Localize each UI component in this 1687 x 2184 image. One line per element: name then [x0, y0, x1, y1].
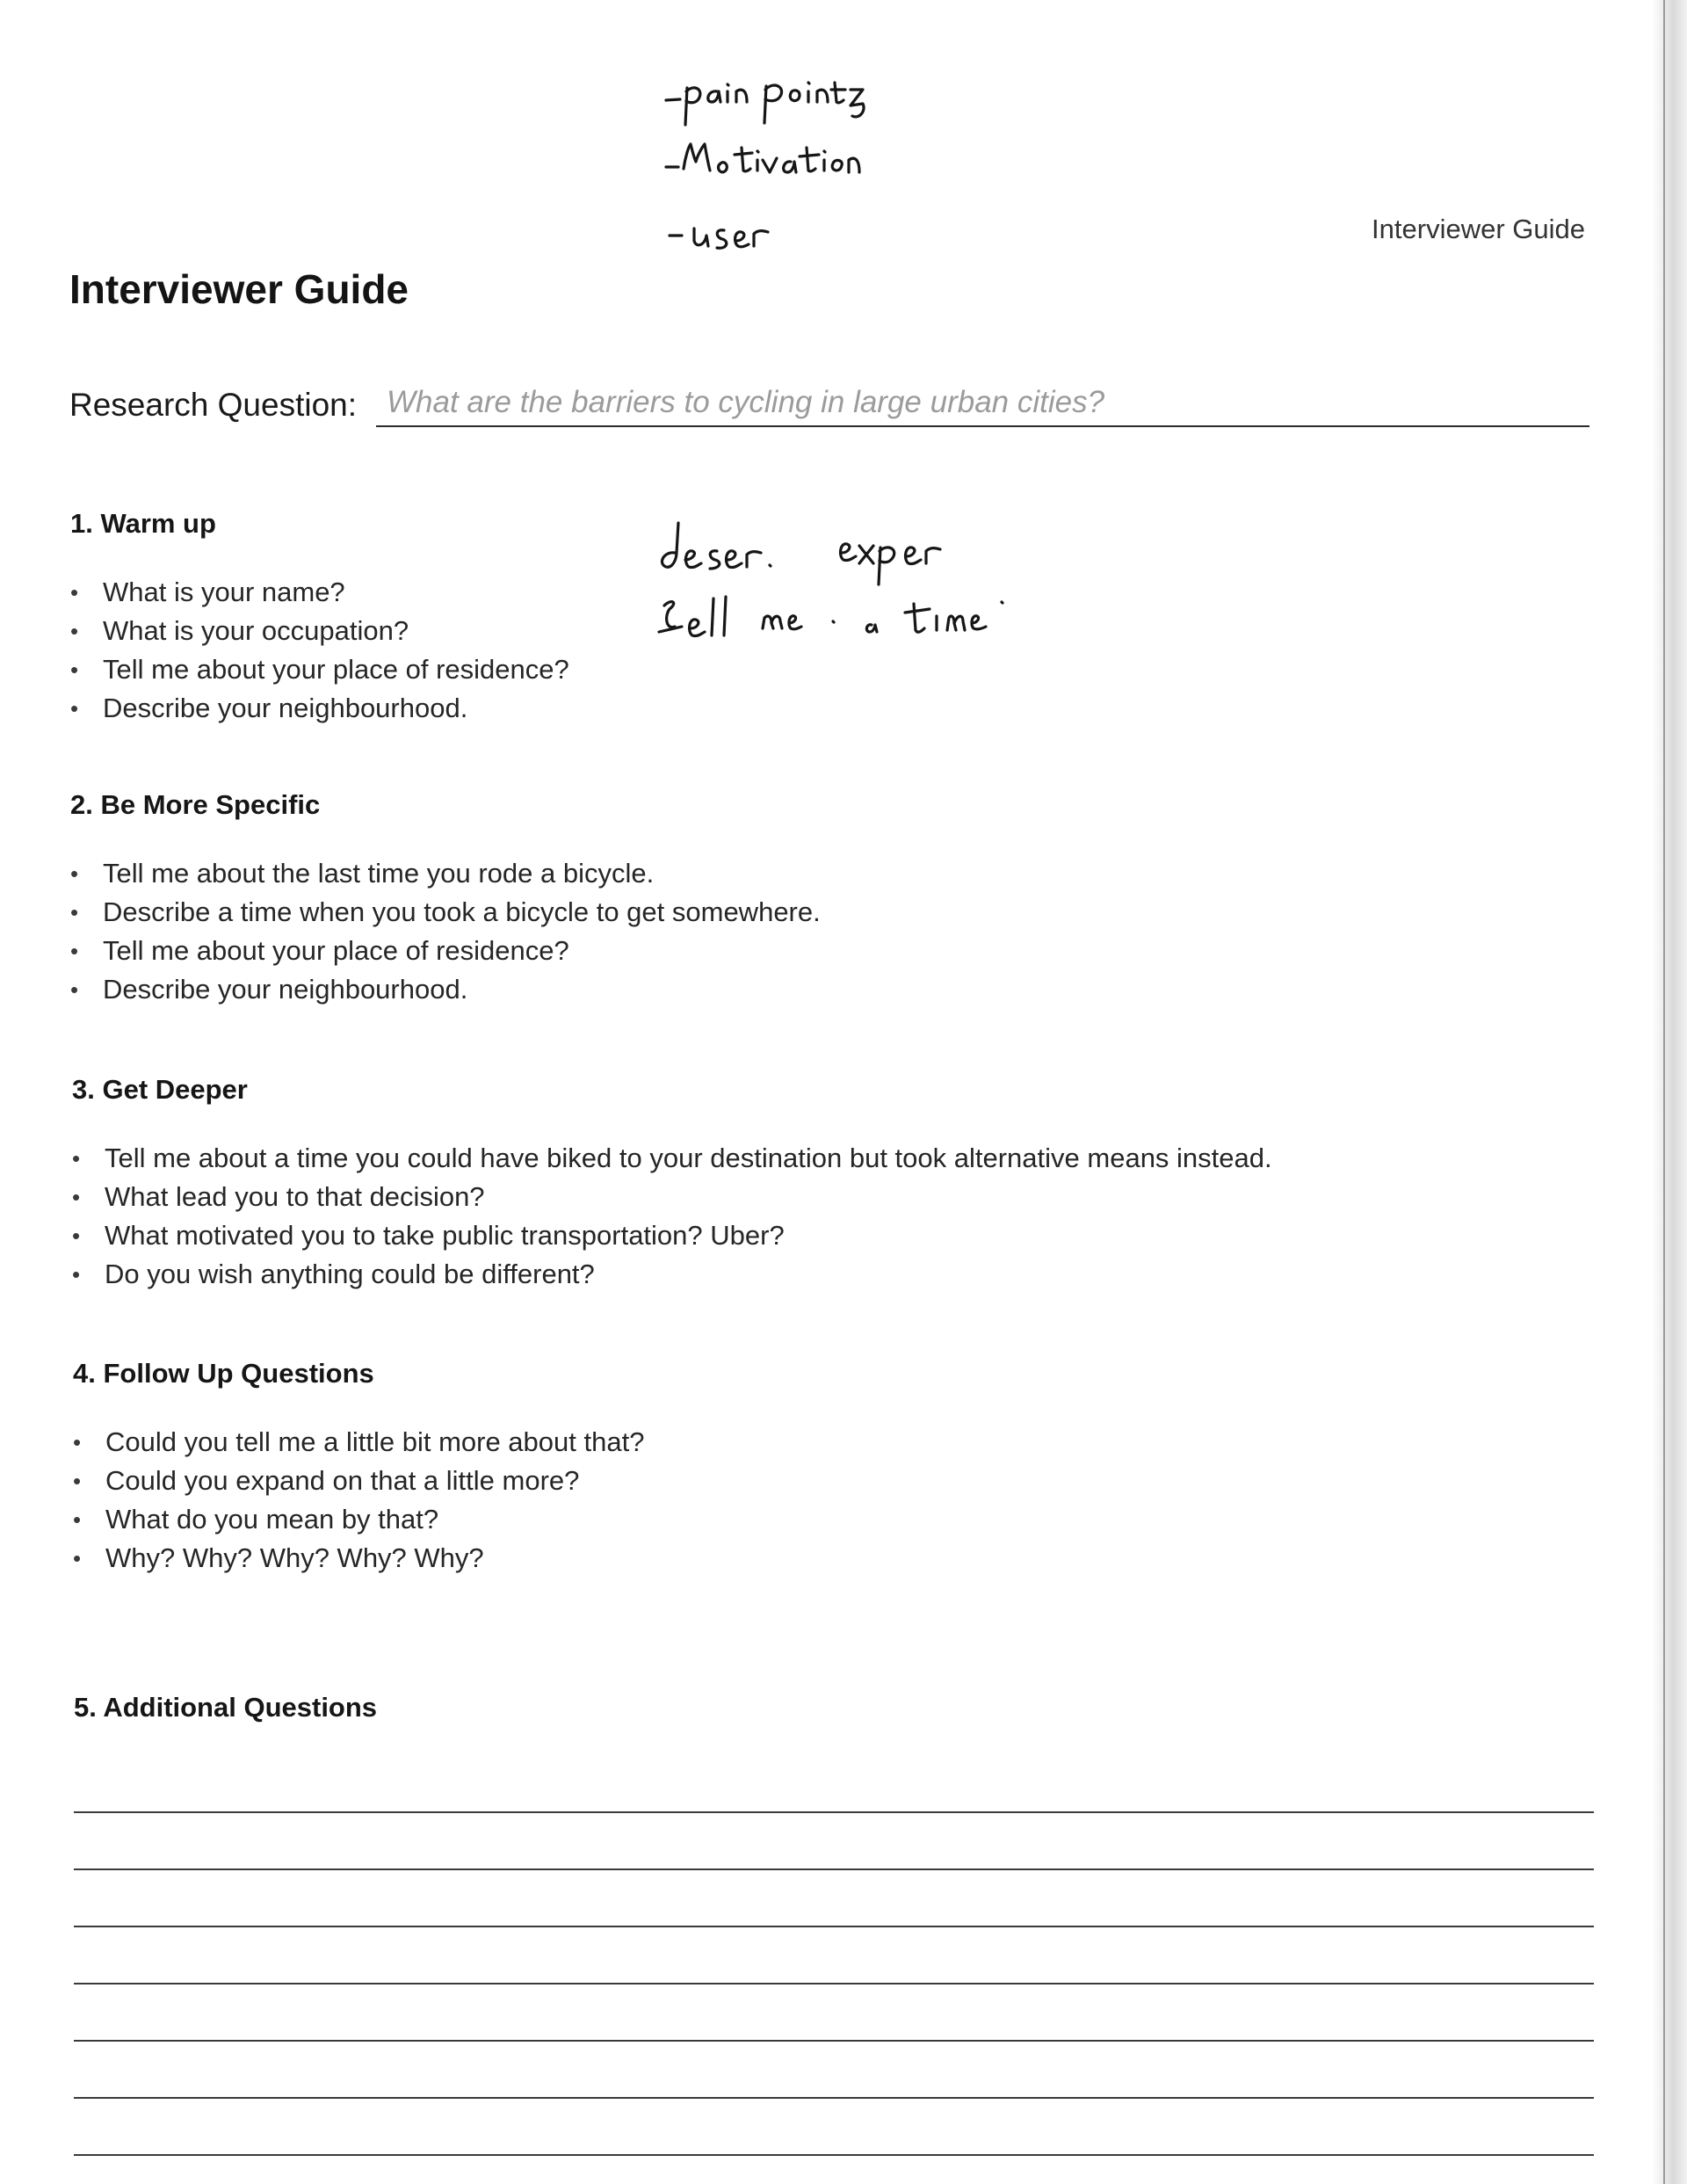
list-item — [70, 932, 821, 970]
question-text: Do you wish anything could be different? — [105, 1259, 595, 1289]
writing-line — [74, 2042, 1594, 2099]
section-title: 4. Follow Up Questions — [73, 1358, 374, 1389]
running-header: Interviewer Guide — [1372, 214, 1585, 244]
list-item — [72, 1216, 1272, 1255]
question-text: What is your occupation? — [103, 615, 409, 646]
bullet: • — [72, 1184, 81, 1210]
bullet: • — [70, 618, 79, 644]
bullet: • — [70, 976, 79, 1003]
question-text: Describe your neighbourhood. — [103, 974, 468, 1005]
handwritten-note-side — [650, 514, 1098, 664]
question-text: Could you tell me a little bit more about that? — [105, 1426, 645, 1457]
scanned-page-edge — [1652, 0, 1687, 2184]
section-warm-up — [70, 508, 569, 728]
writing-line — [74, 1756, 1594, 1813]
question-text: Tell me about a time you could have biked to your destination but took alternative means instead. — [105, 1143, 1272, 1173]
question-text: Describe a time when you took a bicycle to get somewhere. — [103, 896, 821, 927]
handwritten-note-top — [659, 70, 949, 281]
list-item — [72, 1178, 1272, 1216]
section-additional-questions — [74, 1692, 377, 1757]
bullet: • — [72, 1145, 81, 1172]
bullet: • — [73, 1506, 82, 1533]
list-item — [70, 612, 569, 650]
writing-line — [74, 2099, 1594, 2156]
list-item — [72, 1139, 1272, 1178]
list-item — [70, 650, 569, 689]
section-get-deeper — [72, 1074, 1272, 1294]
additional-questions-lines — [74, 1756, 1594, 2156]
question-text: What motivated you to take public transportation? Uber? — [105, 1220, 785, 1251]
section-title: 2. Be More Specific — [70, 789, 321, 820]
bullet: • — [72, 1261, 81, 1288]
list-item — [70, 893, 821, 932]
writing-line — [74, 1813, 1594, 1870]
question-text: Tell me about your place of residence? — [103, 654, 569, 685]
list-item — [73, 1423, 644, 1462]
list-item — [73, 1500, 644, 1539]
bullet: • — [70, 579, 79, 606]
research-question-label: Research Question: — [69, 387, 358, 423]
section-title: 3. Get Deeper — [72, 1074, 248, 1105]
question-text: Describe your neighbourhood. — [103, 693, 468, 723]
section-title: 1. Warm up — [70, 508, 216, 539]
question-text: What do you mean by that? — [105, 1504, 439, 1535]
bullet: • — [73, 1468, 82, 1494]
bullet: • — [73, 1545, 82, 1571]
list-item — [70, 689, 569, 728]
writing-line — [74, 1984, 1594, 2042]
section-be-more-specific — [70, 789, 821, 1009]
question-list — [70, 573, 569, 728]
list-item — [73, 1539, 644, 1578]
section-title: 5. Additional Questions — [74, 1692, 378, 1723]
bullet: • — [70, 860, 79, 887]
question-list — [73, 1423, 644, 1578]
list-item — [70, 970, 821, 1009]
list-item — [70, 573, 569, 612]
page-edge-line — [1663, 0, 1665, 2184]
list-item — [72, 1255, 1272, 1294]
writing-line — [74, 1927, 1594, 1984]
bullet: • — [70, 695, 79, 722]
research-question-field[interactable] — [376, 385, 1589, 427]
page-title: Interviewer Guide — [69, 266, 409, 312]
research-question-row — [69, 385, 1589, 427]
bullet: • — [70, 938, 79, 964]
bullet: • — [72, 1223, 81, 1249]
section-follow-up-questions — [73, 1358, 644, 1578]
bullet: • — [70, 657, 79, 683]
question-text: Tell me about the last time you rode a bicycle. — [103, 858, 655, 889]
writing-line — [74, 1870, 1594, 1927]
question-text: Could you expand on that a little more? — [105, 1465, 580, 1496]
list-item — [73, 1462, 644, 1500]
question-text: Why? Why? Why? Why? Why? — [105, 1542, 484, 1573]
list-item — [70, 854, 821, 893]
question-list — [72, 1139, 1272, 1294]
bullet: • — [70, 899, 79, 925]
bullet: • — [73, 1429, 82, 1455]
question-text: What lead you to that decision? — [105, 1181, 485, 1212]
question-text: What is your name? — [103, 577, 345, 607]
question-text: Tell me about your place of residence? — [103, 935, 569, 966]
question-list — [70, 854, 821, 1009]
